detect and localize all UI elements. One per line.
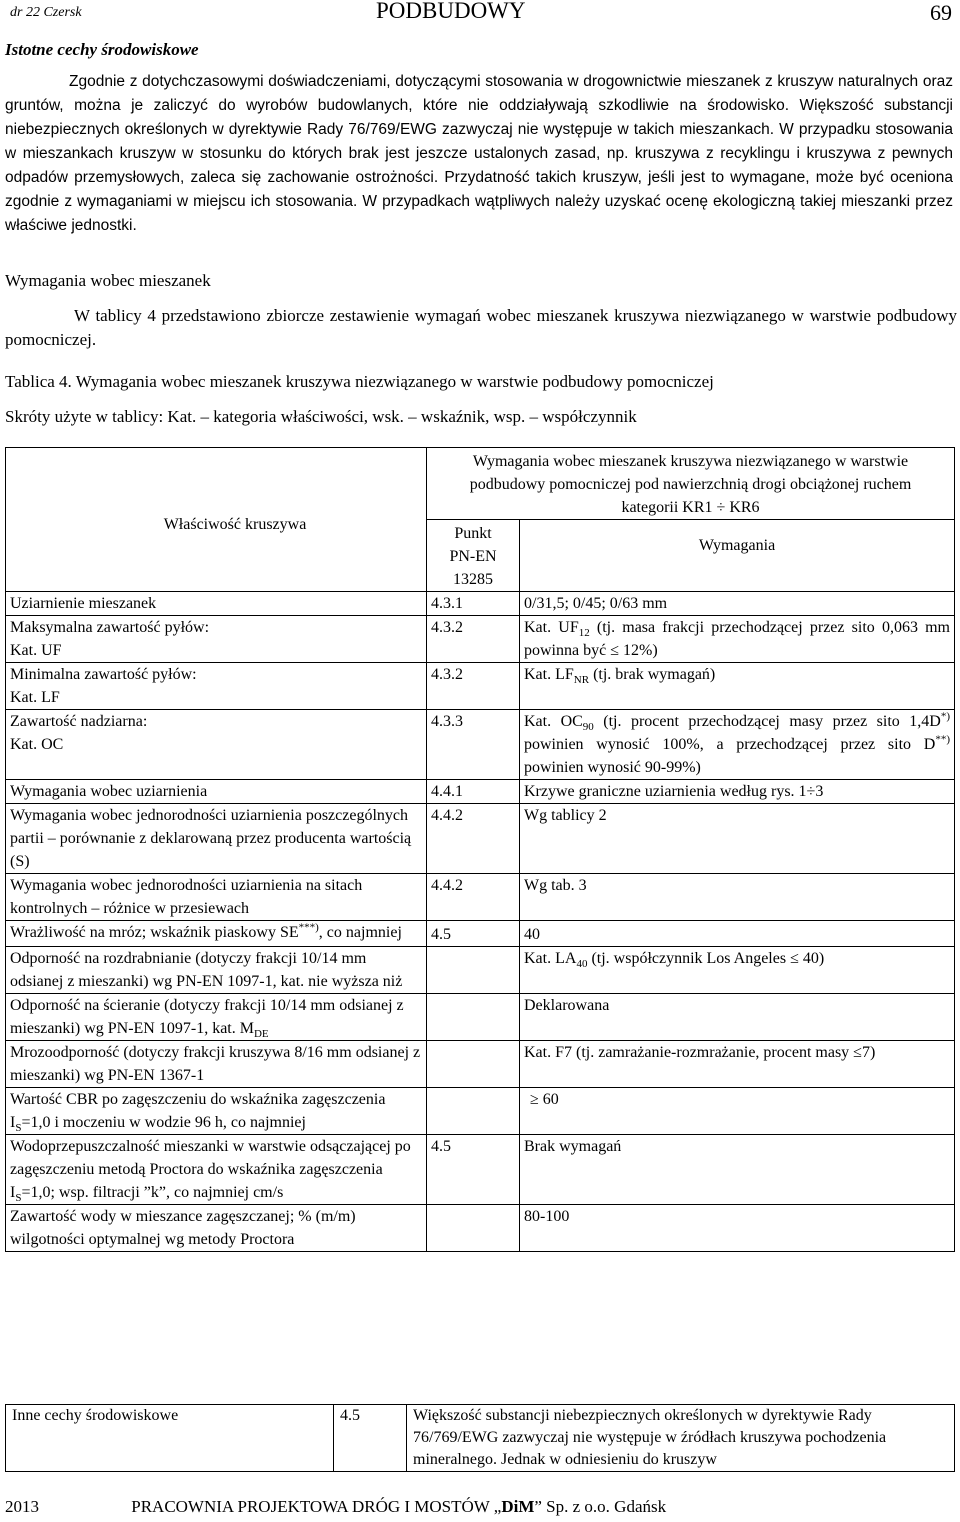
intro-paragraph	[5, 70, 953, 238]
header-point: Punkt PN-EN 13285	[427, 520, 520, 592]
table-row: Uziarnienie mieszanek 4.3.1 0/31,5; 0/45; 0/63 mm	[6, 592, 955, 616]
requirements-paragraph: W tablicy 4 przedstawiono zbiorcze zestawienie wymagań wobec mieszanek kruszywa niezwiązanego w warstwie podbudowy pomocniczej.	[5, 306, 957, 349]
header-group: Wymagania wobec mieszanek kruszywa niezwiązanego w warstwie podbudowy pomocniczej pod nawierzchnią drogi obciążonej ruchem kategorii KR1 ÷ KR6	[427, 448, 955, 520]
table-row: Odporność na rozdrabnianie (dotyczy frakcji 10/14 mm odsianej z mieszanki) wg PN-EN 1097-1, kat. nie wyższa niż Kat. $LA_{40}$ (tj. współczynnik Los Angeles ≤ 40)	[6, 947, 955, 994]
intro-text-2: W przypadku stosowania w mieszankach kruszyw w stosunku do których brak jest jeszcze ustalonych zasad, np. kruszywa z recyklingu i kruszywa z pewnych odpadów przemysłowych, zaleca się zachowanie ostrożności. Przydatność takich kruszyw, jeśli jest to wymagane, może być oceniona zgodnie z wymaganiami w miejscu ich stosowania.	[5, 121, 953, 210]
section-heading-environment: Istotne cechy środowiskowe	[5, 40, 199, 59]
intro-text-1: Zgodnie z dotychczasowymi doświadczeniami, dotyczącymi stosowania w drogownictwie mieszanek z kruszyw naturalnych oraz gruntów, można je zaliczyć do wyrobów budowlanych, które nie oddziaływają szkodliwie na środowisko. Większość substancji niebezpiecznych określonych w dyrektywie Rady 76/769/EWG zazwyczaj nie występuje w takich mieszankach.	[5, 73, 953, 138]
table-row: Wartość CBR po zagęszczeniu do wskaźnika zagęszczenia $I_S=1,0$ i moczeniu w wodzie 96 h, co najmniej ≥ 60	[6, 1088, 955, 1135]
table-caption: Tablica 4. Wymagania wobec mieszanek kruszywa niezwiązanego w warstwie podbudowy pomocniczej	[5, 372, 714, 391]
table-row: Wymagania wobec jednorodności uziarnienia poszczególnych partii – porównanie z deklarowaną przez producenta wartością (S) 4.4.2 Wg tablicy 2	[6, 804, 955, 874]
page-number: 69	[930, 0, 952, 25]
footer	[5, 1497, 955, 1517]
table-row: Minimalna zawartość pyłów: Kat. LF 4.3.2 Kat. $LF_{NR}$ (tj. brak wymagań)	[6, 663, 955, 710]
intro-text-3: W przypadkach wątpliwych należy uzyskać ocenę ekologiczną takiej mieszanki przez właściwe jednostki.	[5, 193, 953, 234]
header-left-label: dr 22 Czersk	[10, 5, 82, 20]
table-row: Inne cechy środowiskowe 4.5 Większość substancji niebezpiecznych określonych w dyrektywie Rady 76/769/EWG zazwyczaj nie występuje w źródłach kruszywa pochodzenia mineralnego. Jednak w odniesieniu do kruszyw	[6, 1405, 955, 1472]
table-header-row	[6, 448, 955, 520]
table-row: Wrażliwość na mróz; wskaźnik piaskowy SE***), co najmniej 4.5 40	[6, 921, 955, 947]
table-row: Maksymalna zawartość pyłów: Kat. UF 4.3.2 Kat. $UF_{12}$ (tj. masa frakcji przechodzącej przez sito 0,063 mm powinna być ≤ 12%)	[6, 616, 955, 663]
table-row: Mrozoodporność (dotyczy frakcji kruszywa 8/16 mm odsianej z mieszanki) wg PN-EN 1367-1 Kat. F7 (tj. zamrażanie-rozmrażanie, procent masy ≤7)	[6, 1041, 955, 1088]
requirements-table	[5, 447, 955, 1252]
header-property: Właściwość kruszywa	[6, 448, 427, 592]
abbreviations-note: Skróty użyte w tablicy: Kat. – kategoria właściwości, wsk. – wskaźnik, wsp. – współczynnik	[5, 407, 637, 426]
table-row: Zawartość nadziarna: Kat. OC 4.3.3 Kat. $OC_{90}$ (tj. procent przechodzącej masy przez sito 1,4D*) powinien wynosić 100%, a przechodzącej przez sito D**) powinien wynosić 90-99%)	[6, 710, 955, 780]
table-row: Wodoprzepuszczalność mieszanki w warstwie odsączającej po zagęszczeniu metodą Proctora do wskaźnika zagęszczenia $I_S=1,0$; wsp. filtracji ”k”, co najmniej cm/s 4.5 Brak wymagań	[6, 1135, 955, 1205]
table-row: Zawartość wody w mieszance zagęszczanej; % (m/m) wilgotności optymalnej wg metody Proctora 80-100	[6, 1205, 955, 1252]
table-row: Wymagania wobec jednorodności uziarnienia na sitach kontrolnych – różnice w przesiewach 4.4.2 Wg tab. 3	[6, 874, 955, 921]
header-requirements: Wymagania	[520, 520, 955, 592]
header-title: PODBUDOWY	[376, 0, 526, 23]
footer-text: PRACOWNIA PROJEKTOWA DRÓG I MOSTÓW „DiM” Sp. z o.o. Gdańsk	[131, 1497, 667, 1516]
footer-year: 2013	[5, 1497, 39, 1516]
table-row: Wymagania wobec uziarnienia 4.4.1 Krzywe graniczne uziarnienia według rys. 1÷3	[6, 780, 955, 804]
section-heading-requirements: Wymagania wobec mieszanek	[5, 271, 211, 290]
table-row: Odporność na ścieranie (dotyczy frakcji 10/14 mm odsianej z mieszanki) wg PN-EN 1097-1, kat. $M_{DE}$ Deklarowana	[6, 994, 955, 1041]
environment-table	[5, 1404, 955, 1472]
